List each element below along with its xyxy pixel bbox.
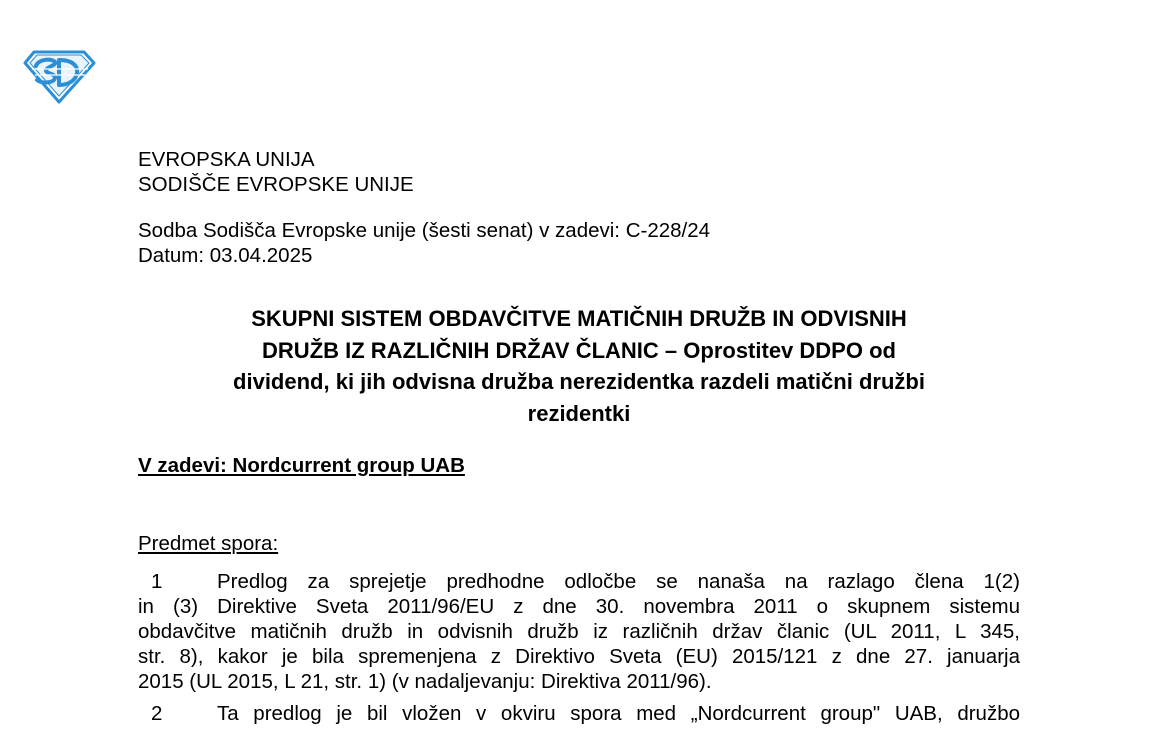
paragraph-number: 2 [151, 702, 163, 725]
paragraph-line: Predlog za sprejetje predhodne odločbe se nanaša na razlago člena 1(2) [217, 570, 1020, 593]
judgment-date: Datum: 03.04.2025 [138, 244, 313, 267]
section-heading: Predmet spora: [138, 532, 279, 555]
court-name-line-2: SODIŠČE EVROPSKE UNIJE [138, 173, 414, 196]
paragraph-line: obdavčitve matičnih družb in odvisnih družb iz različnih držav članic (UL 2011, L 345, [138, 620, 1020, 643]
judgment-reference: Sodba Sodišča Evropske unije (šesti senat) v zadevi: C-228/24 [138, 219, 711, 242]
court-logo-icon [22, 49, 96, 104]
court-header [138, 147, 1020, 197]
title-line: dividend, ki jih odvisna družba nerezidentka razdeli matični družbi [233, 369, 925, 394]
court-name-line-1: EVROPSKA UNIJA [138, 148, 315, 171]
case-subject: V zadevi: Nordcurrent group UAB [138, 454, 465, 477]
paragraph-1 [138, 569, 1020, 694]
paragraph-2 [138, 701, 1020, 726]
title-line: DRUŽB IZ RAZLIČNIH DRŽAV ČLANIC – Oprostitev DDPO od [262, 337, 896, 363]
title-line: rezidentki [527, 400, 631, 426]
case-info [138, 218, 1020, 268]
title-line: SKUPNI SISTEM OBDAVČITVE MATIČNIH DRUŽB IN ODVISNIH [251, 306, 907, 331]
paragraph-line: Ta predlog je bil vložen v okviru spora med „Nordcurrent group" UAB, družbo [217, 702, 1020, 725]
paragraph-text [138, 701, 1020, 726]
paragraph-line: in (3) Direktive Sveta 2011/96/EU z dne 30. novembra 2011 o skupnem sistemu [138, 595, 1020, 618]
paragraph-line: str. 8), kakor je bila spremenjena z Direktivo Sveta (EU) 2015/121 z dne 27. januarja [138, 645, 1020, 668]
paragraph-number: 1 [151, 570, 163, 593]
document-title [138, 303, 1020, 429]
paragraph-line: 2015 (UL 2015, L 21, str. 1) (v nadaljevanju: Direktiva 2011/96). [138, 670, 712, 693]
document-body [138, 147, 1020, 726]
paragraph-text [138, 569, 1020, 694]
